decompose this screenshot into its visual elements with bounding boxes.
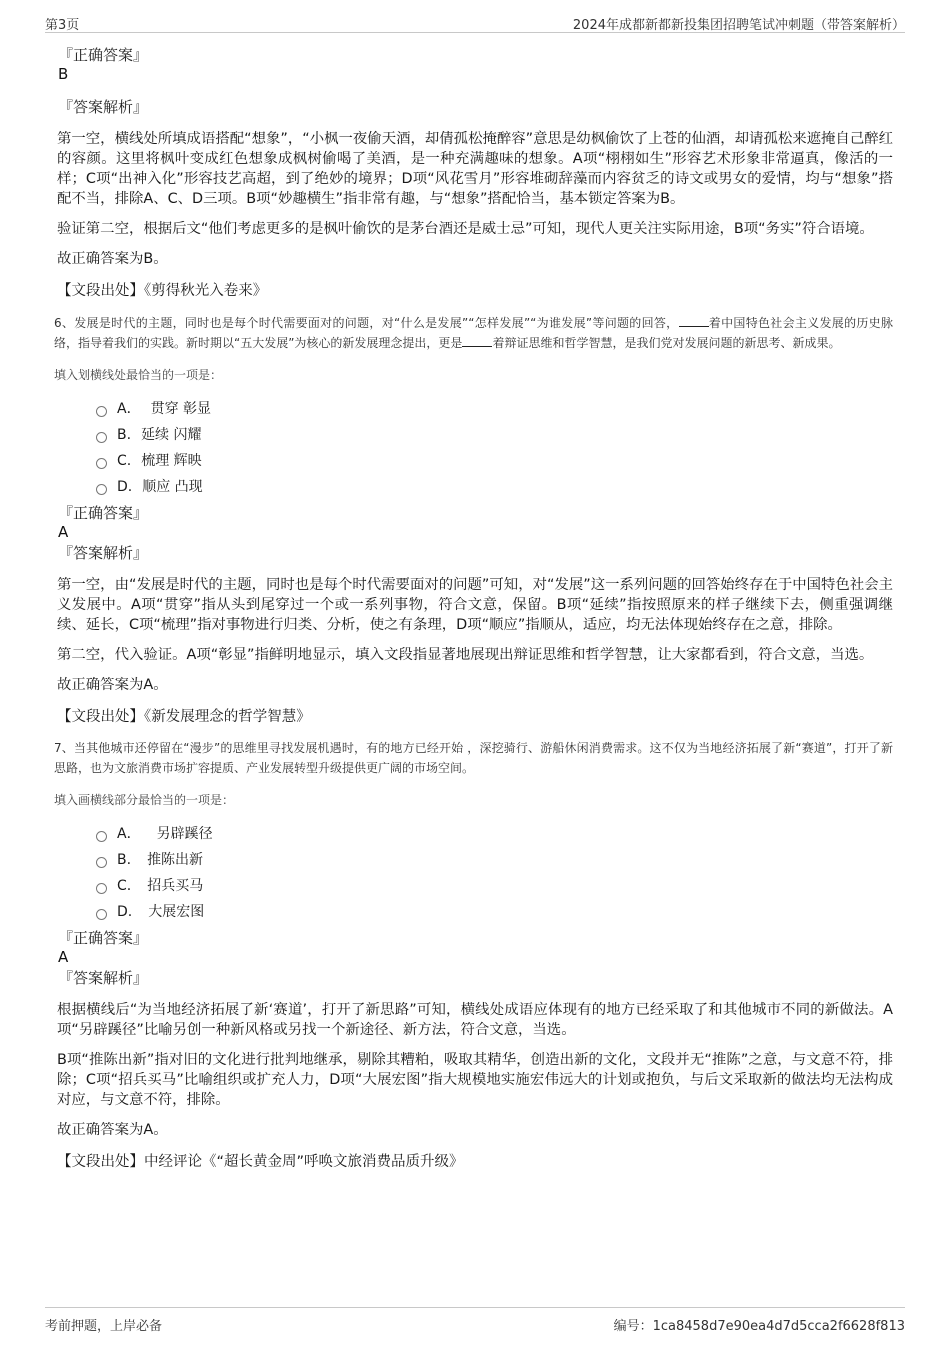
q7-correct-label: 『正确答案』 — [58, 929, 149, 947]
q6-analysis-p1: 第一空，由“发展是时代的主题，同时也是每个时代需要面对的问题”可知，对“发展”这一系列问题的回答始终存在于中国特色社会主义发展中。A项“贯穿”指从头到尾穿过一个或一系列事物，符合文意，保留。B项“延续”指按照原来的样子继续下去，侧重强调继续、延长，C项“梳理”指对事物进行归类、分析，使之有条理，D项“顺应”指顺从，适应，均无法体现始终存在之意，排除。 — [57, 577, 893, 633]
q6-option-c[interactable] — [96, 448, 893, 474]
q7-option-c[interactable] — [96, 873, 893, 899]
q7-analysis-label: 『答案解析』 — [58, 969, 149, 987]
option-text: 大展宏图 — [148, 904, 205, 920]
option-letter: B. — [117, 852, 132, 868]
q6-block — [54, 313, 893, 727]
q7-option-b[interactable] — [96, 847, 893, 873]
q5-analysis-p1: 第一空，横线处所填成语搭配“想象”，“小枫一夜偷天酒，却倩孤松掩醉容”意思是幼枫偷饮了上苍的仙酒，却请孤松来遮掩自己醉红的容颜。这里将枫叶变成红色想象成枫树偷喝了美酒，是一种充满趣味的想象。A项“栩栩如生”形容艺术形象非常逼真，像活的一样；C项“出神入化”形容技艺高超，到了绝妙的境界；D项“风花雪月”形容堆砌辞藻而内容贫乏的诗文或男女的爱情，均与“想象”搭配不当，排除A、C、D三项。B项“妙趣横生”指非常有趣，与“想象”搭配恰当，基本锁定答案为B。 — [57, 131, 893, 207]
option-letter: A． — [117, 826, 141, 842]
q6-option-a[interactable] — [96, 396, 893, 422]
option-text: 招兵买马 — [147, 878, 204, 894]
q5-analysis-label: 『答案解析』 — [58, 98, 149, 116]
q5-source — [57, 281, 893, 301]
option-text: 推陈出新 — [147, 852, 204, 868]
document-title: 2024年成都新都新投集团招聘笔试冲刺题（带答案解析） — [572, 18, 905, 33]
q6-question-part2: 着中国特色社会主义发展的历史脉络，指导着我们的实践。新时期以“五大发展”为核心的新发展理念提出，更是 — [54, 316, 893, 350]
q7-source — [57, 1152, 893, 1172]
q7-answer: A — [58, 948, 69, 966]
q5-block — [57, 46, 893, 301]
q5-analysis-p3: 故正确答案为B。 — [57, 251, 168, 267]
q6-question-part3: 着辩证思维和哲学智慧，是我们党对发展问题的新思考、新成果。 — [492, 336, 841, 350]
option-letter: D. — [117, 479, 133, 495]
q7-option-a[interactable] — [96, 821, 893, 847]
page-number: 第3页 — [45, 18, 80, 33]
option-letter: C. — [117, 453, 132, 469]
q7-analysis-p1: 根据横线后“为当地经济拓展了新‘赛道’，打开了新思路”可知，横线处成语应体现有的地方已经采取了和其他城市不同的新做法。A项“另辟蹊径”比喻另创一种新风格或另找一个新途径、新方法，符合文意，当选。 — [57, 1002, 893, 1038]
q6-analysis-p2: 第二空，代入验证。A项“彰显”指鲜明地显示，填入文段指显著地展现出辩证思维和哲学智慧，让大家都看到，符合文意，当选。 — [57, 647, 874, 663]
option-text: 顺应 凸现 — [142, 479, 203, 495]
q5-source-label: 【文段出处】 — [57, 283, 144, 299]
q5-analysis-p2: 验证第二空，根据后文“他们考虑更多的是枫叶偷饮的是茅台酒还是威士忌”可知，现代人更关注实际用途，B项“务实”符合语境。 — [57, 221, 874, 237]
q6-analysis-label: 『答案解析』 — [58, 544, 149, 562]
q7-options — [96, 821, 893, 925]
q7-option-d[interactable] — [96, 899, 893, 925]
q6-answer: A — [58, 523, 69, 541]
q7-analysis-p2: B项“推陈出新”指对旧的文化进行批判地继承，剔除其糟粕，吸取其精华，创造出新的文化，文段并无“推陈”之意，与文意不符，排除；C项“招兵买马”比喻组织或扩充人力，D项“大展宏图”指大规模地实施宏伟远大的计划或抱负，与后文采取新的做法均无法构成对应，与文意不符，排除。 — [57, 1052, 893, 1108]
radio-icon[interactable] — [96, 406, 107, 417]
footer-slogan: 考前押题，上岸必备 — [45, 1319, 163, 1334]
option-letter: D. — [117, 904, 133, 920]
q6-source — [57, 707, 893, 727]
q6-question — [54, 313, 893, 353]
q6-option-d[interactable] — [96, 474, 893, 500]
q6-options — [96, 396, 893, 500]
q6-prompt: 填入划横线处最恰当的一项是： — [54, 368, 223, 382]
q5-source-text: 《剪得秋光入卷来》 — [144, 283, 268, 299]
option-text: 延续 闪耀 — [141, 427, 202, 443]
main-content — [54, 46, 893, 1172]
radio-icon[interactable] — [96, 458, 107, 469]
radio-icon[interactable] — [96, 831, 107, 842]
option-text: 梳理 辉映 — [141, 453, 202, 469]
q6-question-part1: 6、发展是时代的主题，同时也是每个时代需要面对的问题，对“什么是发展”“怎样发展”“为谁发展”等问题的回答， — [54, 316, 679, 330]
q6-source-text: 《新发展理念的哲学智慧》 — [144, 709, 311, 725]
radio-icon[interactable] — [96, 857, 107, 868]
page-header — [45, 11, 905, 33]
radio-icon[interactable] — [96, 432, 107, 443]
q7-prompt: 填入画横线部分最恰当的一项是： — [54, 793, 235, 807]
q6-blank-1 — [679, 315, 709, 327]
q6-source-label: 【文段出处】 — [57, 709, 144, 725]
q5-correct-label: 『正确答案』 — [58, 46, 149, 64]
q7-source-label: 【文段出处】 — [57, 1154, 144, 1170]
option-letter: C. — [117, 878, 132, 894]
q6-analysis-p3: 故正确答案为A。 — [57, 677, 168, 693]
q7-analysis-p3: 故正确答案为A。 — [57, 1122, 168, 1138]
q7-block — [54, 738, 893, 1172]
footer-doc-id: 编号：1ca8458d7e90ea4d7d5cca2f6628f813 — [613, 1319, 905, 1334]
q6-correct-label: 『正确答案』 — [58, 504, 149, 522]
q6-option-b[interactable] — [96, 422, 893, 448]
radio-icon[interactable] — [96, 883, 107, 894]
option-text: 另辟蹊径 — [156, 826, 213, 842]
option-letter: A． — [117, 401, 141, 417]
q7-source-text: 中经评论《“超长黄金周”呼唤文旅消费品质升级》 — [144, 1154, 464, 1170]
radio-icon[interactable] — [96, 909, 107, 920]
page-footer — [45, 1307, 905, 1334]
option-letter: B. — [117, 427, 132, 443]
option-text: 贯穿 彰显 — [150, 401, 212, 417]
radio-icon[interactable] — [96, 484, 107, 495]
q7-question: 7、当其他城市还停留在“漫步”的思维里寻找发展机遇时，有的地方已经开始 ，深挖骑行、游船休闲消费需求。这不仅为当地经济拓展了新“赛道”，打开了新思路，也为文旅消费市场扩容提质、产业发展转型升级提供更广阔的市场空间。 — [54, 741, 893, 775]
q5-answer: B — [58, 65, 69, 83]
q6-blank-2 — [462, 335, 492, 347]
